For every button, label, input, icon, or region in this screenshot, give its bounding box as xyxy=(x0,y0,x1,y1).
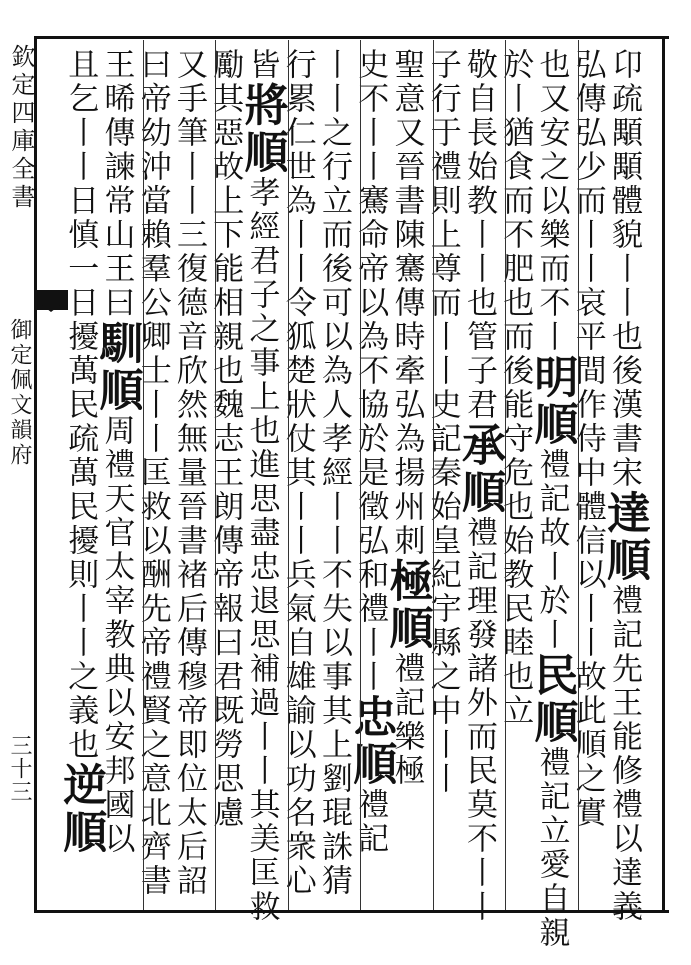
entry-text: 其惡故上下能相親也魏志王朗傳帝報曰君既勞思慮 xyxy=(207,82,244,830)
text-column xyxy=(569,48,614,908)
entry-headword: 逆順 xyxy=(55,762,107,856)
entry-text: 曰帝幼沖當賴羣公卿士丨丨匡救以酬先帝禮賢之意北齊書 xyxy=(134,48,171,898)
entry-headword: 達順 xyxy=(599,490,650,584)
entry-headword: 極順 xyxy=(381,558,433,652)
entry-text: 行累仁世為丨丨令狐楚狀仗其丨丨兵氣自雄諭以功名衆心 xyxy=(279,48,316,898)
text-column xyxy=(424,48,469,908)
page-number: 三十三 xyxy=(7,734,32,803)
column-divider xyxy=(143,40,144,910)
entry-text: 孝經君子之事上也進思盡忠退思補過丨丨其美匡救 xyxy=(243,176,280,924)
text-column xyxy=(599,48,650,924)
text-column xyxy=(134,48,179,908)
entry-text: 體信以丨丨故此順之實 xyxy=(569,490,606,830)
entry-text: 周禮天官太宰教典以安邦國以 xyxy=(98,414,135,856)
entry-text: 且乞丨丨日慎一日 xyxy=(62,48,99,320)
entry-headword: 馴順 xyxy=(91,320,143,414)
entry-text: 子行于禮則上尊而丨丨 xyxy=(424,48,461,388)
column-divider xyxy=(360,40,361,910)
text-column xyxy=(55,48,107,908)
entry-text: 敬自長始教丨丨也管子君 xyxy=(461,48,497,422)
text-column xyxy=(207,48,251,908)
text-column xyxy=(91,48,143,908)
frame-bottom-line xyxy=(34,910,669,913)
text-column xyxy=(497,48,541,908)
entry-headword: 將順 xyxy=(236,82,288,176)
column-divider xyxy=(433,40,434,910)
entry-text: 皆 xyxy=(243,48,280,82)
text-column xyxy=(236,48,288,924)
entry-text: 又手筆丨丨三復德音欣然無量晉書褚后傳穆帝即位太后詔 xyxy=(171,48,207,898)
entry-text: 弘傳弘少而丨丨哀平間作侍中 xyxy=(569,48,606,490)
text-column xyxy=(316,48,360,908)
entry-headword: 承順 xyxy=(454,422,505,516)
entry-text: 於丨猶食而不肥也 xyxy=(497,48,534,320)
text-column xyxy=(345,48,397,908)
entry-text: 禮記先王能修禮以達義 xyxy=(606,584,642,924)
column-divider xyxy=(578,40,579,910)
entry-text: 而後能守危也 xyxy=(497,320,534,524)
column-divider xyxy=(215,40,216,910)
entry-headword: 民順 xyxy=(526,652,578,746)
entry-text: 王晞傳諫常山王曰 xyxy=(98,48,135,320)
book-title: 御定佩文韻府 xyxy=(7,318,32,468)
frame-right-line xyxy=(662,36,665,913)
column-divider xyxy=(505,40,506,910)
entry-text: 禮記故丨於丨 xyxy=(533,448,570,652)
entry-text: 卬疏顒顒體貌丨丨也後漢書宋 xyxy=(606,48,642,490)
text-column xyxy=(171,48,215,908)
entry-text: 也又安之以樂而不丨 xyxy=(533,48,570,354)
entry-text: 擾萬民疏萬民擾則丨丨之義也 xyxy=(62,320,99,762)
entry-text: 禮記立愛自親 xyxy=(533,746,570,950)
entry-text: 禮記理發諸外而民莫不丨丨 xyxy=(461,516,497,924)
frame-top-line xyxy=(34,36,669,39)
entry-headword: 忠順 xyxy=(345,694,397,788)
text-column xyxy=(454,48,505,924)
entry-text: 禮記 xyxy=(352,788,389,856)
text-column xyxy=(381,48,433,908)
edition-title: 欽定四庫全書 xyxy=(7,44,35,212)
entry-text: 丨丨之行立而後可以為人孝經丨丨不失以事其上劉琨誅猜 xyxy=(316,48,352,898)
entry-headword: 明順 xyxy=(526,354,578,448)
entry-text: 史記秦始皇紀宇縣之中丨丨 xyxy=(424,388,461,796)
entry-text: 勵 xyxy=(207,48,244,82)
text-column xyxy=(279,48,324,908)
entry-text: 聖意又晉書陳騫傳時牽弘為揚州刺 xyxy=(388,48,425,558)
entry-text: 禮記樂極 xyxy=(388,652,425,788)
text-column xyxy=(526,48,578,950)
entry-text: 和禮丨丨 xyxy=(352,558,389,694)
entry-text: 史不丨丨騫命帝以為不協於是徵弘 xyxy=(352,48,389,558)
entry-text: 始教民睦也立 xyxy=(497,524,534,728)
